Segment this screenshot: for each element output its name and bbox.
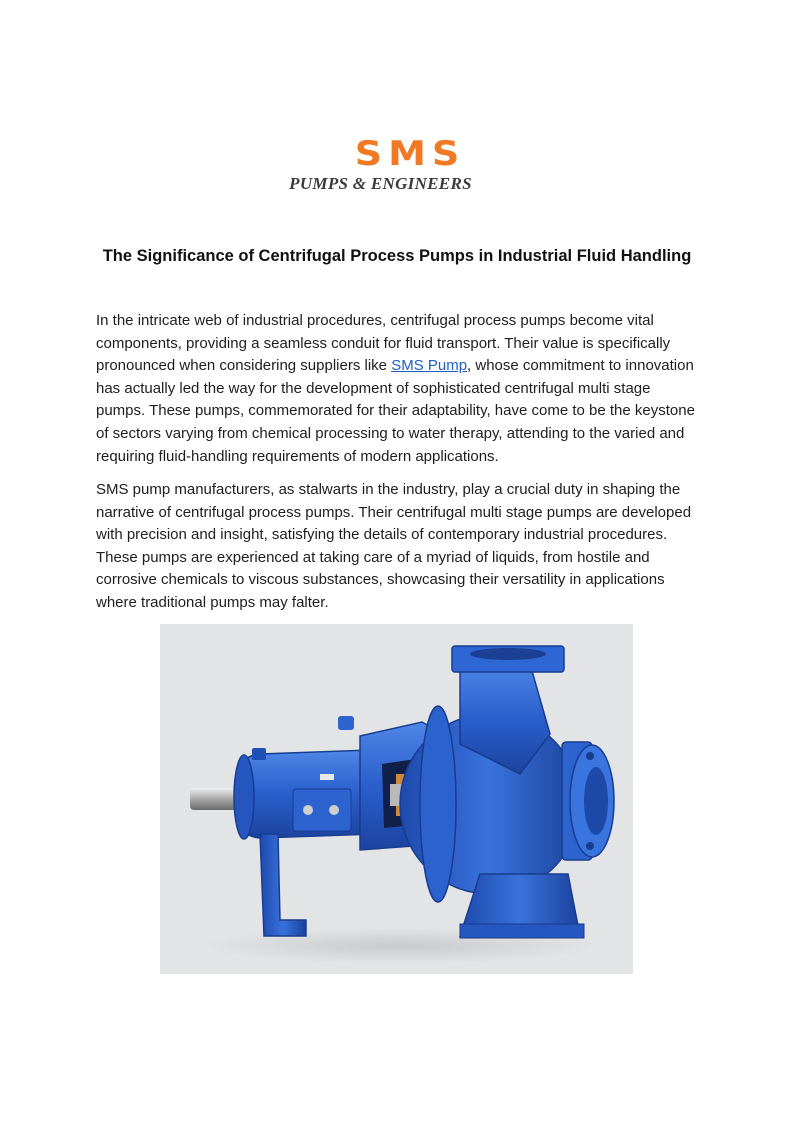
logo-brand-text: SMS — [354, 133, 466, 173]
discharge-flange — [562, 742, 614, 860]
casing-pedestal — [460, 874, 584, 938]
paragraph-intro — [96, 310, 702, 468]
pump-photo — [160, 624, 633, 974]
paragraph-intro-text-end: , whose commitment to innovation has actually led the way for the development of sophisticated centrifugal multi stage pumps. These pumps, commemorated for their adaptability, have come to be the keystone of sectors varying from chemical processing to water therapy, attending to the varied and requiring fluid-handling requirements of modern applications. — [96, 357, 695, 465]
paragraph-manufacturers: SMS pump manufacturers, as stalwarts in the industry, play a crucial duty in shaping the narrative of centrifugal process pumps. Their centrifugal multi stage pumps are developed with precision and insight, satisfying the details of contemporary industrial procedures. These pumps are experienced at taking care of a myriad of liquids, from hostile and corrosive chemicals to viscous substances, showcasing their versatility in applications where traditional pumps may falter. — [96, 481, 692, 611]
logo-tagline: PUMPS & ENGINEERS — [289, 174, 472, 193]
paragraph-intro-text-start: In the intricate web of industrial procedures, centrifugal process pumps become vital components, providing a seamless conduit for fluid transport. Their value is specifically pronounced when considering suppliers like — [96, 312, 671, 375]
company-logo — [268, 133, 493, 200]
bearing-housing — [234, 716, 375, 839]
volute-casing — [400, 646, 580, 902]
centrifugal-pump-illustration — [160, 624, 633, 974]
page-title: The Significance of Centrifugal Process Pumps in Industrial Fluid Handling — [102, 247, 692, 265]
support-foot — [260, 834, 306, 936]
sms-pump-link[interactable]: SMS Pump — [391, 357, 468, 375]
